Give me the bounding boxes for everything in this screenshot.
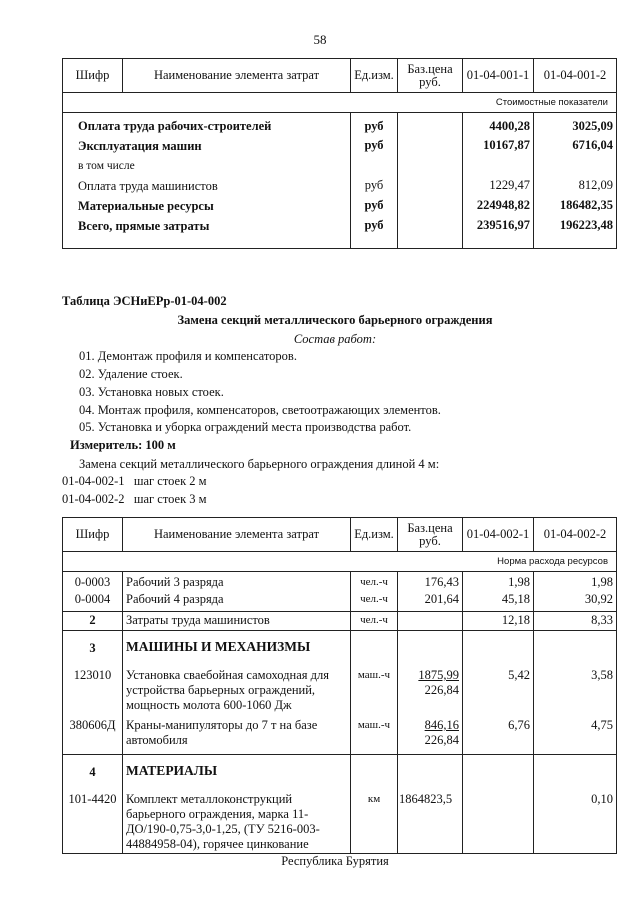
row-unit: руб xyxy=(351,137,398,157)
section-name: МАТЕРИАЛЫ xyxy=(123,754,351,784)
variant xyxy=(62,492,207,507)
table-row xyxy=(63,157,617,177)
subheader: Стоимостные показатели xyxy=(63,93,617,113)
resource-table xyxy=(62,517,617,854)
row-price-sub: 226,84 xyxy=(424,683,459,697)
section-title: Замена секций металлического барьерного ограждения xyxy=(177,313,493,327)
row-code: 380606Д xyxy=(63,714,123,754)
row-unit: км xyxy=(351,784,398,854)
header-unit: Ед.изм. xyxy=(351,518,398,552)
work-item: 03. Установка новых стоек. xyxy=(79,385,224,399)
header-name: Наименование элемента затрат xyxy=(123,59,351,93)
row-v2: 3025,09 xyxy=(534,113,617,137)
row-name: Оплата труда рабочих-строителей xyxy=(78,119,272,133)
variant-text: шаг стоек 2 м xyxy=(133,474,207,488)
row-v1: 6,76 xyxy=(463,714,534,754)
header-price: Баз.цена руб. xyxy=(398,59,463,93)
table-row xyxy=(63,572,617,592)
row-code: 101-4420 xyxy=(63,784,123,854)
row-unit: чел.-ч xyxy=(351,591,398,611)
section-row xyxy=(63,754,617,784)
row-unit: маш.-ч xyxy=(351,714,398,754)
header-price: Баз.цена руб. xyxy=(398,518,463,552)
row-unit: руб xyxy=(351,217,398,249)
table-row xyxy=(63,113,617,137)
subheader: Норма расхода ресурсов xyxy=(63,552,617,572)
row-code: 2 xyxy=(63,611,123,630)
table-row xyxy=(63,591,617,611)
header-col2: 01-04-001-2 xyxy=(534,59,617,93)
row-code: 0-0003 xyxy=(63,572,123,592)
row-v2: 196223,48 xyxy=(534,217,617,249)
measure: Измеритель: 100 м xyxy=(70,438,176,452)
table-row xyxy=(63,784,617,854)
row-unit: руб xyxy=(351,177,398,197)
row-name: Всего, прямые затраты xyxy=(63,217,351,249)
row-unit: чел.-ч xyxy=(351,572,398,592)
row-v2: 8,33 xyxy=(534,611,617,630)
row-v1: 224948,82 xyxy=(463,197,534,217)
row-name: Установка свaебойная самоходная для устройства барьерных ограждений, мощность молота 600-1060 Дж xyxy=(123,660,351,714)
table-row xyxy=(63,714,617,754)
table-row xyxy=(63,197,617,217)
row-name: Оплата труда машинистов xyxy=(63,177,351,197)
row-v2: 4,75 xyxy=(534,714,617,754)
row-unit: руб xyxy=(351,197,398,217)
page-number: 58 xyxy=(313,32,327,47)
header-col1: 01-04-001-1 xyxy=(463,59,534,93)
row-code: 3 xyxy=(63,630,123,660)
row-price-sub: 226,84 xyxy=(424,733,459,747)
row-unit: маш.-ч xyxy=(351,660,398,714)
header-col2: 01-04-002-2 xyxy=(534,518,617,552)
header-code: Шифр xyxy=(63,518,123,552)
row-unit: руб xyxy=(351,113,398,137)
row-unit: чел.-ч xyxy=(351,611,398,630)
variant xyxy=(62,474,207,489)
table-row xyxy=(63,177,617,197)
row-v2: 1,98 xyxy=(534,572,617,592)
row-v2: 3,58 xyxy=(534,660,617,714)
row-price: 1875,99 xyxy=(418,668,459,682)
work-item: 05. Установка и уборка ограждений места производства работ. xyxy=(79,420,412,434)
table-row xyxy=(63,217,617,249)
header-col1: 01-04-002-1 xyxy=(463,518,534,552)
description: Замена секций металлического барьерного ограждения длиной 4 м: xyxy=(79,457,440,471)
section-name: МАШИНЫ И МЕХАНИЗМЫ xyxy=(123,630,351,660)
section-row xyxy=(63,630,617,660)
row-v1: 12,18 xyxy=(463,611,534,630)
footer: Республика Бурятия xyxy=(281,854,389,868)
row-code: 123010 xyxy=(63,660,123,714)
table-label: Таблица ЭСНиЕРр-01-04-002 xyxy=(62,294,227,308)
header-name: Наименование элемента затрат xyxy=(123,518,351,552)
row-v2: 0,10 xyxy=(534,784,617,854)
row-name: Краны-манипуляторы до 7 т на базе автомобиля xyxy=(123,714,351,754)
work-item: 02. Удаление стоек. xyxy=(79,367,183,381)
table-row xyxy=(63,611,617,630)
row-code: 4 xyxy=(63,754,123,784)
row-v1: 239516,97 xyxy=(463,217,534,249)
cost-table xyxy=(62,58,617,249)
row-v1: 1,98 xyxy=(463,572,534,592)
row-name: Эксплуатация машин xyxy=(63,137,351,157)
work-item: 01. Демонтаж профиля и компенсаторов. xyxy=(79,349,297,363)
row-name: Материальные ресурсы xyxy=(63,197,351,217)
row-name: Рабочий 4 разряда xyxy=(123,591,351,611)
variant-code: 01-04-002-2 xyxy=(62,492,125,506)
row-v1: 45,18 xyxy=(463,591,534,611)
header-unit: Ед.изм. xyxy=(351,59,398,93)
row-name: Затраты труда машинистов xyxy=(123,611,351,630)
work-item: 04. Монтаж профиля, компенсаторов, светоотражающих элементов. xyxy=(79,403,441,417)
header-code: Шифр xyxy=(63,59,123,93)
row-v2: 812,09 xyxy=(534,177,617,197)
row-v2: 186482,35 xyxy=(534,197,617,217)
table-row xyxy=(63,137,617,157)
row-price: 846,16 xyxy=(424,718,459,732)
row-v1: 4400,28 xyxy=(463,113,534,137)
row-name: в том числе xyxy=(63,157,351,177)
row-v1: 5,42 xyxy=(463,660,534,714)
row-v2: 30,92 xyxy=(534,591,617,611)
table-row xyxy=(63,660,617,714)
row-name: Рабочий 3 разряда xyxy=(123,572,351,592)
variant-text: шаг стоек 3 м xyxy=(133,492,207,506)
row-v1: 1229,47 xyxy=(463,177,534,197)
row-v1: 10167,87 xyxy=(463,137,534,157)
row-price: 201,64 xyxy=(398,591,463,611)
row-v2: 6716,04 xyxy=(534,137,617,157)
row-price: 1864823,5 xyxy=(398,784,463,854)
variant-code: 01-04-002-1 xyxy=(62,474,125,488)
works-heading: Состав работ: xyxy=(293,332,377,346)
row-price: 176,43 xyxy=(398,572,463,592)
row-code: 0-0004 xyxy=(63,591,123,611)
row-name: Комплект металлоконструкций барьерного ограждения, марка 11-ДО/190-0,75-3,0-1,25, (ТУ 5216-003-44884958-04), горячее цинкование xyxy=(123,784,351,854)
